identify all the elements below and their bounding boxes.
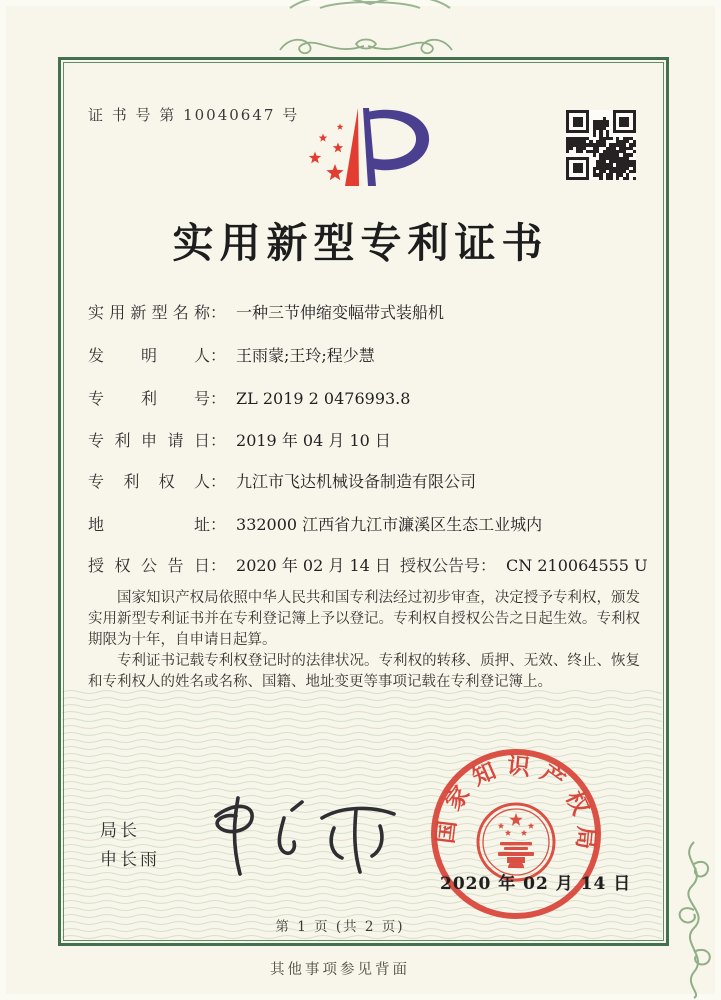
field-label: 实用新型名称 <box>88 303 210 322</box>
top-center-ornament <box>276 30 456 58</box>
field-row-patentee: 专利权人： 九江市飞达机械设备制造有限公司 <box>88 469 648 491</box>
field-value: 王雨蒙;王玲;程少慧 <box>236 346 375 365</box>
field-value: CN 210064555 U <box>506 556 648 575</box>
top-edge-ornament <box>280 0 460 10</box>
field-row-grant-date: 授权公告日： 2020 年 02 月 14 日 <box>88 553 418 575</box>
cnipa-logo-icon <box>295 103 445 198</box>
certificate-number: 证 书 号 第 10040647 号 <box>88 106 300 124</box>
field-value: 2020 年 02 月 14 日 <box>236 556 391 575</box>
field-label: 地址 <box>88 515 210 534</box>
qr-code-icon <box>566 110 636 180</box>
field-label: 专利申请日 <box>88 431 210 450</box>
field-row-filing-date: 专利申请日： 2019 年 04 月 10 日 <box>88 428 648 450</box>
field-label: 授权公告号 <box>400 556 481 575</box>
field-row-inventors: 发明人： 王雨蒙;王玲;程少慧 <box>88 343 648 365</box>
back-note: 其他事项参见背面 <box>270 962 410 978</box>
field-label: 发明人 <box>88 346 210 365</box>
seal-date: 2020 年 02 月 14 日 <box>440 874 632 894</box>
svg-text:国家知识产权局: 国家知识产权局 <box>431 751 601 860</box>
legal-paragraph-2: 专利证书记载专利权登记时的法律状况。专利权的转移、质押、无效、终止、恢复和专利权人的姓名或名称、国籍、地址变更等事项记载在专利登记簿上。 <box>88 653 640 690</box>
signer-name: 申长雨 <box>100 850 160 870</box>
legal-text <box>88 588 640 693</box>
field-value: 2019 年 04 月 10 日 <box>236 431 391 450</box>
field-value: 332000 江西省九江市濂溪区生态工业城内 <box>236 515 543 534</box>
field-value: ZL 2019 2 0476993.8 <box>236 389 411 408</box>
field-value: 一种三节伸缩变幅带式装船机 <box>236 303 445 322</box>
bottom-right-ornament <box>668 840 721 1000</box>
field-value: 九江市飞达机械设备制造有限公司 <box>236 472 477 491</box>
field-row-address: 地址： 332000 江西省九江市濂溪区生态工业城内 <box>88 512 648 534</box>
cnipa-seal-icon <box>428 746 604 922</box>
field-label: 授权公告日 <box>88 556 210 575</box>
field-label: 专利权人 <box>88 472 210 491</box>
signer-title: 局长 <box>100 821 140 841</box>
field-label: 专利号 <box>88 389 210 408</box>
legal-paragraph-1: 国家知识产权局依照中华人民共和国专利法经过初步审查，决定授予专利权，颁发实用新型专利证书并在专利登记簿上予以登记。专利权自授权公告之日起生效。专利权期限为十年，自申请日起算。 <box>88 590 640 648</box>
field-row-invention-name: 实用新型名称： 一种三节伸缩变幅带式装船机 <box>88 300 648 322</box>
certificate-title: 实用新型专利证书 <box>172 219 549 267</box>
field-row-grant-number: 授权公告号： CN 210064555 U <box>400 556 648 575</box>
page-info: 第 1 页 (共 2 页) <box>275 919 405 935</box>
field-row-patent-number: 专利号： ZL 2019 2 0476993.8 <box>88 386 648 408</box>
signature-icon <box>200 792 405 880</box>
